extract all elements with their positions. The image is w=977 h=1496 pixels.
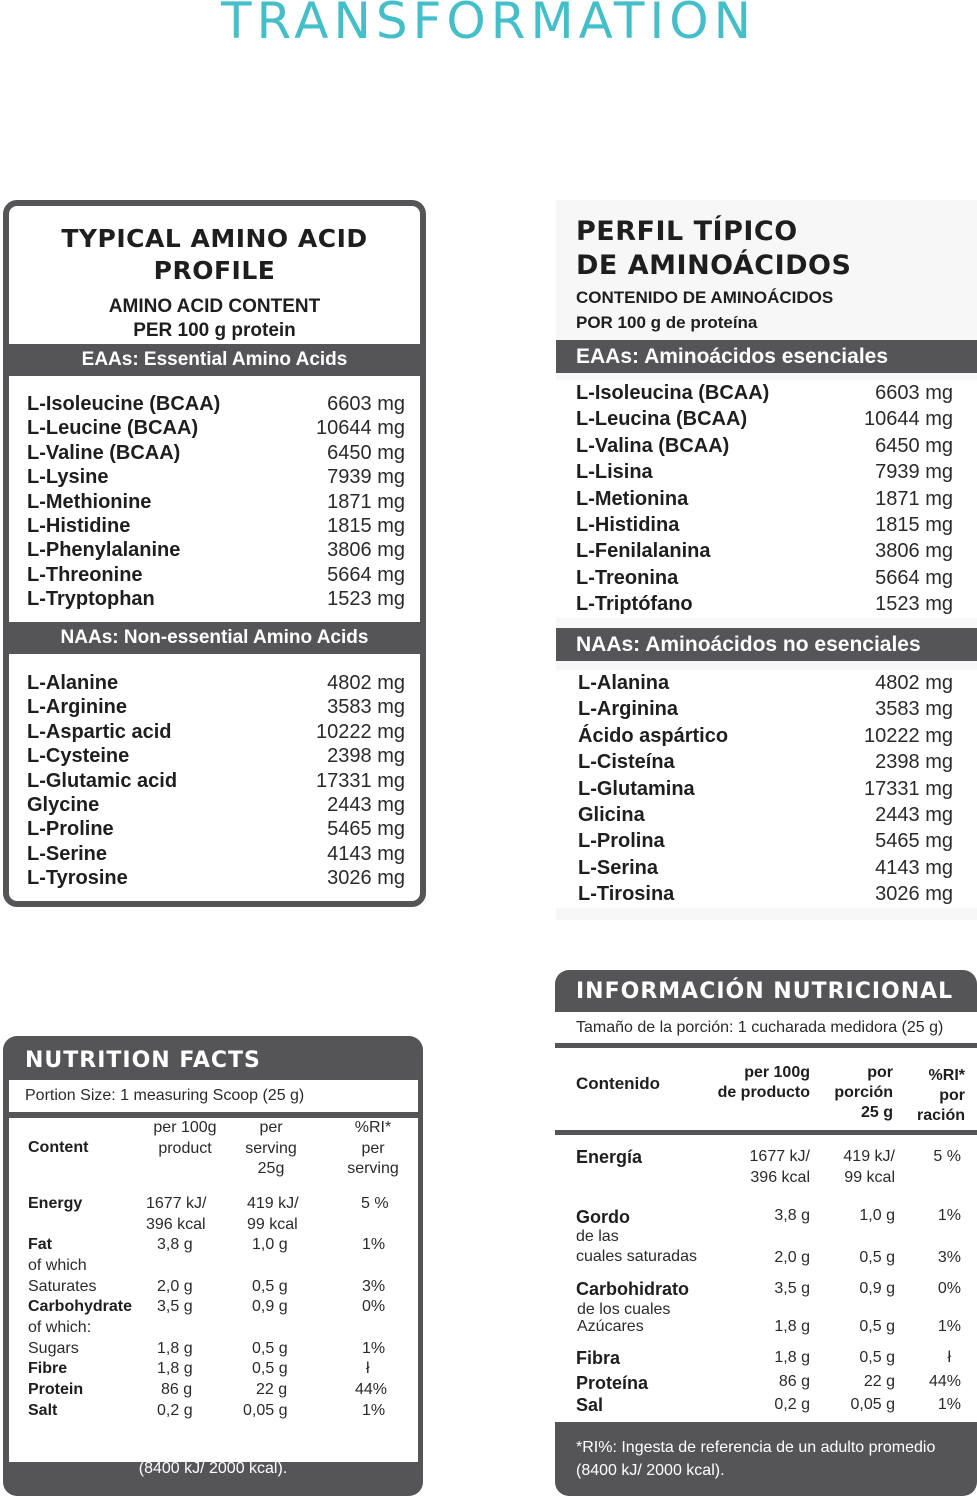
fibre-per100: 1,8 g	[774, 1349, 810, 1366]
amino-en-heading-line1: TYPICAL AMINO ACID	[61, 224, 368, 253]
amino-name: L-Threonine	[27, 563, 143, 586]
amino-name: L-Isoleucine (BCAA)	[27, 393, 221, 415]
amino-en-heading	[9, 223, 420, 287]
amino-name: L-Serina	[578, 856, 659, 879]
amino-value: 2443 mg	[327, 793, 405, 816]
protein-serving: 22 g	[863, 1373, 895, 1390]
amino-name: L-Tirosina	[578, 883, 675, 906]
amino-value: 1815 mg	[875, 513, 953, 536]
energy-ri: 5 %	[933, 1148, 961, 1165]
col-header-line: %RI*	[928, 1067, 965, 1084]
footnote-line: *RI%: Reference intake of an average adult	[59, 1437, 367, 1454]
amino-name: L-Valine (BCAA)	[27, 441, 181, 464]
amino-row	[9, 441, 420, 465]
amino-value: 5465 mg	[327, 818, 405, 841]
row-label-sugars: Sugars	[28, 1340, 79, 1357]
amino-name: L-Treonina	[576, 566, 679, 589]
amino-row	[9, 744, 420, 768]
amino-value: 4143 mg	[327, 842, 405, 865]
fat-ri: 1%	[362, 1236, 386, 1253]
amino-row	[558, 855, 977, 881]
amino-name: Glicina	[578, 803, 645, 826]
amino-name: L-Tyrosine	[27, 867, 128, 890]
nutrition-es-header-bar	[555, 970, 977, 1012]
col-header-per100	[140, 1118, 230, 1159]
amino-profile-en	[3, 200, 426, 907]
carb-serving: 0,9 g	[252, 1298, 288, 1315]
amino-en-heading-line2: PROFILE	[153, 256, 276, 285]
amino-row	[558, 881, 977, 907]
amino-value: 17331 mg	[864, 777, 953, 800]
row-label-saturates: Saturates	[28, 1278, 97, 1295]
amino-value: 4802 mg	[327, 672, 405, 694]
energy-per100	[710, 1147, 810, 1188]
salt-per100: 0,2 g	[157, 1402, 193, 1419]
fibre-ri: ł	[947, 1349, 951, 1366]
sugars-per100: 1,8 g	[774, 1318, 810, 1335]
amino-value: 5664 mg	[875, 566, 953, 589]
sat-serving: 0,5 g	[252, 1278, 288, 1295]
amino-name: L-Leucina (BCAA)	[576, 408, 748, 431]
sugars-ri: 1%	[937, 1318, 961, 1335]
amino-value: 17331 mg	[316, 769, 405, 792]
amino-name: L-Cysteine	[27, 745, 130, 768]
amino-es-eaa-band: EAAs: Aminoácidos esenciales	[556, 340, 977, 373]
sat-ri: 3%	[937, 1249, 961, 1266]
salt-serving: 0,05 g	[243, 1402, 288, 1419]
col-header-line: %RI*	[354, 1119, 392, 1136]
col-header-serving	[236, 1118, 306, 1180]
salt-serving: 0,05 g	[850, 1396, 895, 1413]
amino-row	[558, 828, 977, 854]
amino-row	[556, 459, 977, 485]
amino-row	[9, 842, 420, 866]
amino-row	[9, 866, 420, 890]
fat-serving: 1,0 g	[252, 1236, 288, 1253]
nutrition-facts-es	[555, 970, 977, 1496]
sat-serving: 0,5 g	[859, 1249, 895, 1266]
col-header-line: porción	[834, 1084, 893, 1101]
row-label-protein: Protein	[28, 1381, 84, 1398]
energy-per100	[146, 1194, 206, 1235]
row-label-saturates: cuales saturadas	[576, 1248, 697, 1265]
amino-row	[556, 538, 977, 564]
amino-row	[9, 720, 420, 744]
carb-per100: 3,5 g	[157, 1298, 193, 1315]
row-label-carbohydrate: Carbohidrato	[576, 1279, 690, 1299]
col-header-content: Content	[28, 1139, 89, 1156]
amino-name: L-Glutamic acid	[27, 769, 178, 792]
amino-value: 4802 mg	[875, 672, 953, 694]
value-line: 396 kcal	[750, 1168, 810, 1186]
amino-es-eaa-list	[556, 380, 977, 618]
amino-row	[9, 817, 420, 841]
amino-name: L-Isoleucina (BCAA)	[576, 382, 770, 404]
amino-value: 1523 mg	[327, 588, 405, 611]
protein-serving: 22 g	[256, 1381, 288, 1398]
value-line: 1677 kJ/	[749, 1148, 810, 1165]
amino-name: L-Histidine	[27, 514, 131, 537]
amino-row	[556, 565, 977, 591]
amino-value: 6450 mg	[875, 434, 953, 457]
amino-row	[556, 486, 977, 512]
amino-en-naa-band: NAAs: Non-essential Amino Acids	[9, 622, 420, 654]
col-header-line: por	[939, 1087, 965, 1104]
footnote-line: (8400 kJ/ 2000 kcal).	[138, 1460, 288, 1477]
amino-row	[9, 769, 420, 793]
row-label-fibre: Fibra	[576, 1348, 621, 1368]
fat-per100: 3,8 g	[157, 1236, 193, 1253]
row-label-protein: Proteína	[576, 1373, 649, 1393]
amino-value: 6603 mg	[327, 393, 405, 415]
amino-name: L-Prolina	[578, 830, 665, 853]
amino-es-heading	[576, 215, 851, 283]
amino-value: 3806 mg	[327, 539, 405, 562]
amino-value: 7939 mg	[875, 461, 953, 484]
nutrition-facts-en	[3, 1036, 423, 1496]
footnote-line: (8400 kJ/ 2000 kcal).	[576, 1462, 725, 1479]
divider	[555, 1043, 977, 1048]
salt-ri: 1%	[362, 1402, 386, 1419]
protein-ri: 44%	[928, 1373, 961, 1390]
amino-row	[9, 563, 420, 587]
amino-name: Glycine	[27, 793, 100, 816]
amino-value: 1815 mg	[327, 514, 405, 537]
amino-es-subheading	[576, 285, 833, 335]
col-header-line: per 100g	[153, 1119, 217, 1136]
row-label-carbohydrate: Carbohydrate	[28, 1298, 133, 1315]
col-header-serving	[817, 1063, 893, 1123]
amino-value: 6450 mg	[327, 441, 405, 464]
amino-row	[9, 514, 420, 538]
amino-name: L-Arginina	[578, 698, 678, 721]
amino-value: 3026 mg	[875, 883, 953, 906]
amino-row	[9, 671, 420, 695]
sat-ri: 3%	[362, 1278, 386, 1295]
amino-value: 6603 mg	[875, 382, 953, 404]
amino-name: L-Alanina	[578, 672, 670, 694]
amino-en-eaa-band: EAAs: Essential Amino Acids	[9, 344, 420, 376]
amino-value: 5465 mg	[875, 830, 953, 853]
nutrition-en-portion: Portion Size: 1 measuring Scoop (25 g)	[9, 1080, 418, 1112]
fibre-serving: 0,5 g	[859, 1349, 895, 1366]
value-line: 396 kcal	[146, 1215, 206, 1233]
col-header-line: per 100g	[744, 1064, 810, 1081]
fat-serving: 1,0 g	[859, 1207, 895, 1224]
amino-name: L-Serine	[27, 842, 108, 865]
fibre-serving: 0,5 g	[252, 1360, 288, 1377]
of-which-label: de las	[576, 1228, 619, 1245]
protein-ri: 44%	[355, 1381, 388, 1398]
amino-es-sub-line1: CONTENIDO DE AMINOÁCIDOS	[576, 288, 834, 307]
amino-row	[558, 696, 977, 722]
amino-en-sub-line2: PER 100 g protein	[133, 320, 296, 341]
value-line: 99 kcal	[247, 1215, 298, 1233]
amino-name: L-Aspartic acid	[27, 720, 172, 743]
row-label-energy: Energía	[576, 1147, 643, 1167]
value-line: 419 kJ/	[247, 1195, 299, 1212]
amino-row	[9, 793, 420, 817]
amino-name: L-Lisina	[576, 461, 653, 484]
amino-name: L-Glutamina	[578, 777, 695, 800]
col-header-ri	[901, 1066, 965, 1126]
fibre-per100: 1,8 g	[157, 1360, 193, 1377]
amino-value: 7939 mg	[327, 466, 405, 489]
amino-value: 10644 mg	[316, 417, 405, 440]
nutrition-es-heading: INFORMACIÓN NUTRICIONAL	[576, 979, 954, 1004]
amino-value: 4143 mg	[875, 856, 953, 879]
nutrition-es-portion: Tamaño de la porción: 1 cucharada medidora (25 g)	[576, 1019, 944, 1036]
amino-name: L-Triptófano	[576, 593, 693, 616]
nutrition-en-footnote	[3, 1434, 423, 1480]
row-label-energy: Energy	[28, 1195, 83, 1212]
salt-per100: 0,2 g	[774, 1396, 810, 1413]
amino-es-naa-band: NAAs: Aminoácidos no esenciales	[556, 628, 977, 661]
col-header-line: serving	[347, 1160, 399, 1177]
sat-per100: 2,0 g	[774, 1249, 810, 1266]
amino-name: L-Arginine	[27, 696, 127, 719]
protein-per100: 86 g	[161, 1381, 193, 1398]
amino-en-naa-list	[9, 671, 420, 891]
fibre-ri: ł	[366, 1360, 370, 1377]
carb-ri: 0%	[937, 1280, 961, 1297]
amino-es-heading-line1: PERFIL TÍPICO	[576, 216, 798, 247]
amino-profile-es	[556, 200, 977, 920]
row-label-salt: Salt	[28, 1402, 58, 1419]
divider	[555, 1130, 977, 1135]
col-header-ri	[338, 1118, 408, 1180]
amino-row	[556, 512, 977, 538]
energy-ri: 5 %	[361, 1195, 389, 1212]
amino-value: 3583 mg	[875, 698, 953, 721]
amino-row	[556, 591, 977, 617]
of-which-label: de los cuales	[577, 1301, 671, 1318]
nutrition-en-table	[9, 1118, 418, 1462]
amino-value: 10222 mg	[316, 720, 405, 743]
amino-en-eaa-list	[9, 392, 420, 612]
col-header-line: por	[867, 1064, 893, 1081]
col-header-line: per	[361, 1139, 385, 1157]
col-header-line: 25g	[257, 1160, 285, 1177]
fat-per100: 3,8 g	[774, 1207, 810, 1224]
footnote-line: *RI%: Ingesta de referencia de un adulto promedio	[576, 1439, 936, 1456]
amino-name: L-Methionine	[27, 490, 152, 513]
value-line: 99 kcal	[844, 1168, 895, 1186]
amino-value: 2398 mg	[327, 745, 405, 768]
brand-title: TRANSFORMATION	[221, 0, 756, 50]
sugars-serving: 0,5 g	[859, 1318, 895, 1335]
carb-per100: 3,5 g	[774, 1280, 810, 1297]
of-which-label: of which	[28, 1257, 87, 1274]
nutrition-es-footnote	[576, 1436, 935, 1482]
amino-row	[558, 802, 977, 828]
carb-serving: 0,9 g	[859, 1280, 895, 1297]
protein-per100: 86 g	[778, 1373, 810, 1390]
amino-row	[9, 538, 420, 562]
amino-row	[9, 490, 420, 514]
value-line: 1677 kJ/	[146, 1195, 207, 1212]
amino-name: L-Fenilalanina	[576, 540, 711, 563]
fat-ri: 1%	[937, 1207, 961, 1224]
nutrition-es-footer-bar	[555, 1422, 977, 1496]
amino-name: L-Metionina	[576, 487, 689, 510]
of-which-colon-label: of which:	[28, 1319, 92, 1336]
amino-value: 3026 mg	[327, 867, 405, 890]
carb-ri: 0%	[362, 1298, 386, 1315]
col-header-line: de producto	[717, 1084, 810, 1101]
amino-value: 1871 mg	[875, 487, 953, 510]
amino-es-heading-line2: DE AMINOÁCIDOS	[576, 250, 852, 281]
energy-serving	[815, 1147, 895, 1188]
sat-per100: 2,0 g	[157, 1278, 193, 1295]
col-header-line: per	[259, 1119, 283, 1136]
amino-row	[558, 776, 977, 802]
amino-value: 3806 mg	[875, 540, 953, 563]
amino-name: L-Alanine	[27, 672, 119, 694]
energy-serving	[247, 1194, 299, 1235]
row-label-fibre: Fibre	[28, 1360, 68, 1377]
amino-es-sub-line2: POR 100 g de proteína	[576, 313, 758, 332]
amino-name: L-Cisteína	[578, 751, 675, 774]
amino-name: L-Phenylalanine	[27, 539, 181, 562]
amino-value: 5664 mg	[327, 563, 405, 586]
salt-ri: 1%	[937, 1396, 961, 1413]
sugars-serving: 0,5 g	[252, 1340, 288, 1357]
amino-value: 1871 mg	[327, 490, 405, 513]
col-header-line: ración	[916, 1107, 965, 1124]
amino-name: L-Proline	[27, 818, 114, 841]
amino-name: L-Histidina	[576, 513, 680, 536]
amino-value: 10644 mg	[864, 408, 953, 431]
amino-row	[9, 465, 420, 489]
amino-row	[9, 695, 420, 719]
amino-name: L-Valina (BCAA)	[576, 434, 730, 457]
amino-name: L-Lysine	[27, 466, 109, 489]
amino-row	[556, 380, 977, 406]
col-header-content: Contenido	[576, 1074, 661, 1093]
sugars-ri: 1%	[362, 1340, 386, 1357]
amino-row	[556, 406, 977, 432]
amino-value: 2398 mg	[875, 751, 953, 774]
value-line: 419 kJ/	[843, 1148, 895, 1165]
row-label-fat: Fat	[28, 1236, 52, 1253]
amino-row	[558, 723, 977, 749]
amino-value: 1523 mg	[875, 593, 953, 616]
amino-row	[558, 670, 977, 696]
amino-value: 3583 mg	[327, 696, 405, 719]
row-label-sugars: Azúcares	[577, 1318, 644, 1335]
col-header-line: product	[158, 1139, 212, 1157]
row-label-fat: Gordo	[576, 1207, 630, 1227]
col-header-line: 25 g	[860, 1104, 893, 1121]
amino-en-subheading	[9, 295, 420, 343]
amino-name: L-Leucine (BCAA)	[27, 417, 199, 440]
col-header-line: serving	[245, 1139, 297, 1157]
amino-row	[9, 392, 420, 416]
amino-en-sub-line1: AMINO ACID CONTENT	[108, 296, 321, 317]
amino-row	[556, 433, 977, 459]
amino-value: 10222 mg	[864, 724, 953, 747]
amino-name: L-Tryptophan	[27, 588, 155, 611]
amino-es-naa-list	[556, 670, 977, 908]
amino-row	[9, 587, 420, 611]
amino-row	[558, 749, 977, 775]
sugars-per100: 1,8 g	[157, 1340, 193, 1357]
amino-value: 2443 mg	[875, 803, 953, 826]
row-label-salt: Sal	[576, 1395, 604, 1415]
amino-name: Ácido aspártico	[578, 724, 729, 747]
col-header-per100	[700, 1063, 810, 1103]
amino-row	[9, 416, 420, 440]
nutrition-en-heading: NUTRITION FACTS	[25, 1048, 261, 1073]
